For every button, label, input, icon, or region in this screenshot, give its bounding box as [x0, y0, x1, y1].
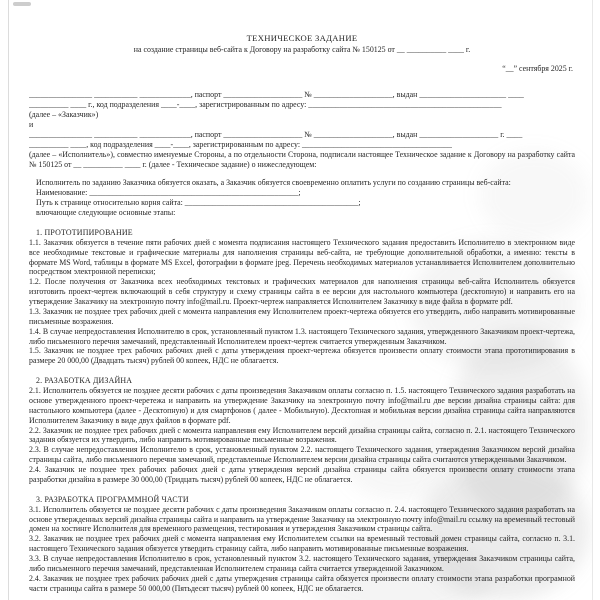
document-page [8, 0, 593, 600]
customer-address-line: __________ ____ г., код подразделения ____-____, зарегистрированным по адресу: _________________________________________________ [29, 100, 502, 110]
clause: 1.3. Заказчик не позднее трех рабочих дней с момента направления ему Исполнителем проект-чертежа обязуется его утвердить, либо направить мотивированные письменные возражения. [29, 306, 575, 326]
customer-passport-line: ________________ ___________ _____________, паспорт ____________________ № ____________________, выдан ______________________ ____ [29, 90, 524, 100]
intro-lead: Исполнитель по заданию Заказчика обязуется оказать, а Заказчик обязуется своевременно оплатить услуги по созданию страницы веб-сайта: [36, 178, 511, 188]
clause: 2.4. Заказчик не позднее трех рабочих рабочих дней с даты утверждения версий дизайна страницы сайта обязуется произвести оплату стоимости этапа разработки дизайна в размере 30 000,00 (Тридцать тысяч) рублей 00 копеек, НДС не облагается. [29, 465, 575, 484]
contractor-alias-paragraph: (далее – «Исполнитель»), совместно именуемые Стороны, а по отдельности Сторона, подписали настоящее Техническое задание к Договору на разработку сайта № 150125 от __ __________ ____ г. (далее - Техническое задание) о нижеследующем: [29, 149, 575, 169]
clause: 3.1. Исполнитель обязуется не позднее десяти рабочих с даты произведения Заказчиком оплаты согласно п. 2.4. настоящего Технического задания разработать на основе утвержденных версий дизайна страницы сайта и направить на утверждение Заказчику на электронную почту info@mail.ru ссылку на временный тестовый домен на хостинге Исполнителя для временного размещения, тестирования и утверждения Заказчиком страницы сайта. [29, 504, 575, 534]
clause: 3.3. В случае непредоставления Исполнителю в срок, установленный пунктом 3.2. настоящего Технического задания, утверждения Заказчиком страницы сайта, либо письменного перечня замечаний, представленная Исполнителем страница сайта считается утвержденной Заказчиком. [29, 554, 575, 573]
stages-line: влючающие следующие основные этапы: [36, 208, 176, 218]
document-subtitle: на создание страницы веб-сайта к Договору на разработку сайта № 150125 от __ __________ ____ г. [133, 44, 471, 54]
clause: 1.1. Заказчик обязуется в течение пяти рабочих дней с момента подписания настоящего Технического задания предоставить Исполнителю в электронном виде все необходимые текстовые и графические материалы для наполнения страницы веб-сайта, не требующие дополнительной обработки, а именно: тексты в формате MS Word, таблицы в формате MS Excel, фотографии в формате jpeg. Перечень необходимых материалов устанавливается Исполнителем дополнительно посредством электронной переписки; [29, 237, 575, 277]
clause: 2.3. В случае непредоставления Исполнителю в срок, установленный пунктом 2.2. настоящего Технического задания, утверждения Заказчиком версий дизайна страницы сайта, либо письменного перечня замечаний, представленные Исполнителем версии дизайна страницы сайта считаются утвержденными Заказчиком. [29, 445, 575, 465]
clause: 3.2. Заказчик не позднее трех рабочих дней с момента направления ему Исполнителем ссылки на временный тестовый домен страницы сайта, согласно п. 3.1. настоящего Технического задания обязуется утвердить страницу сайта, либо направить мотивированные письменные возражения. [29, 534, 575, 554]
intro-block [29, 178, 575, 218]
site-path-line: Путь к странице относительно корня сайта: ____________________________________________; [36, 198, 361, 208]
clause: 1.5. Заказчик не позднее трех рабочих рабочих дней с даты утверждения проект-чертежа обязуется произвести оплату стоимости этапа прототипирования в размере 20 000,00 (Двадцать тысяч) рублей 00 копеек, НДС не облагается. [29, 346, 575, 366]
document-content [29, 0, 575, 594]
section-heading: 2. РАЗАБОТКА ДИЗАЙНА [36, 376, 133, 386]
section-design [29, 376, 575, 485]
date-line: “__” сентября 2025 г. [502, 63, 573, 73]
parties-block [29, 90, 575, 169]
contractor-passport-line: ________________ ___________ _____________, паспорт ____________________ № ____________________, выдан ____________________ г. ____ [29, 129, 523, 139]
section-programming [29, 495, 575, 594]
clause: 1.4. В случае непредоставления Исполнителю в срок, установленный пунктом 1.3. настоящего Технического задания, утвержденного Заказчиком проект-чертежа, либо письменного перечня замечаний, представленный Исполнителем проект-чертеж считается утвержденным Заказчиком. [29, 326, 575, 346]
contractor-address-line: __________ ____, код подразделения ____-____, зарегистрированным по адресу: ______________________________________ [29, 139, 452, 149]
clause: 2.4. Заказчик не позднее трех рабочих рабочих дней с даты утверждения страницы сайта обязуется произвести оплату стоимости этапа разработки програмной части страницы сайта в размере 50 000,00 (Пятьдесят тысяч) рублей 00 копеек, НДС не облагается. [29, 573, 575, 593]
section-heading: 1. ПРОТОТИПИРОВАНИЕ [36, 227, 133, 237]
page-title: ТЕХНИЧЕСКОЕ ЗАДАНИЕ [246, 33, 358, 43]
site-name-line: Наименование: _____________________________________________________; [36, 188, 301, 198]
section-prototyping [29, 228, 575, 366]
section-heading: 3. РАЗРАБОТКА ПРОГРАММНОЙ ЧАСТИ [36, 494, 189, 504]
parties-conjunction: и [29, 120, 34, 130]
clause: 2.1. Исполнитель обязуется не позднее десяти рабочих с даты произведения Заказчиком оплаты согласно п. 1.5. настоящего Технического задания разработать на основе утвержденного проект-черетежа и направить на утверждение Заказчику на электронную почту info@mail.ru две версии дизайна страницы сайта: для настольного компьютера (далее - Десктопную) и для смартфонов ( далее - Мобильную). Десктопная и мобильная версии дизайна страницы сайта направляются Исполнителем Заказчику в виде двух файлов в формате pdf. [29, 386, 575, 425]
customer-alias: (далее – «Заказчик») [29, 110, 99, 120]
clause: 2.2. Заказчик не позднее трех рабочих дней с момента направления ему Исполнителем версий дизайна страницы сайта, согласно п. 2.1. настоящего Технического задания обязуется их утвердить, либо направить мотивированные письменные возражения. [29, 425, 575, 445]
clause: 1.2. После получения от Заказчика всех необходимых текстовых и графических материалов для наполнения страницы веб-сайта Исполнитель обязуется изготовить проект-чертеж включающий в себя структуру и схему страницы сайта в ее версии для настольного компьютера (десктопную) и направить его на утверждение Заказчику на электронную почту info@mail.ru. Проект-чертеж направляется Исполнителем Заказчику в виде файла в формате pdf. [29, 277, 575, 307]
